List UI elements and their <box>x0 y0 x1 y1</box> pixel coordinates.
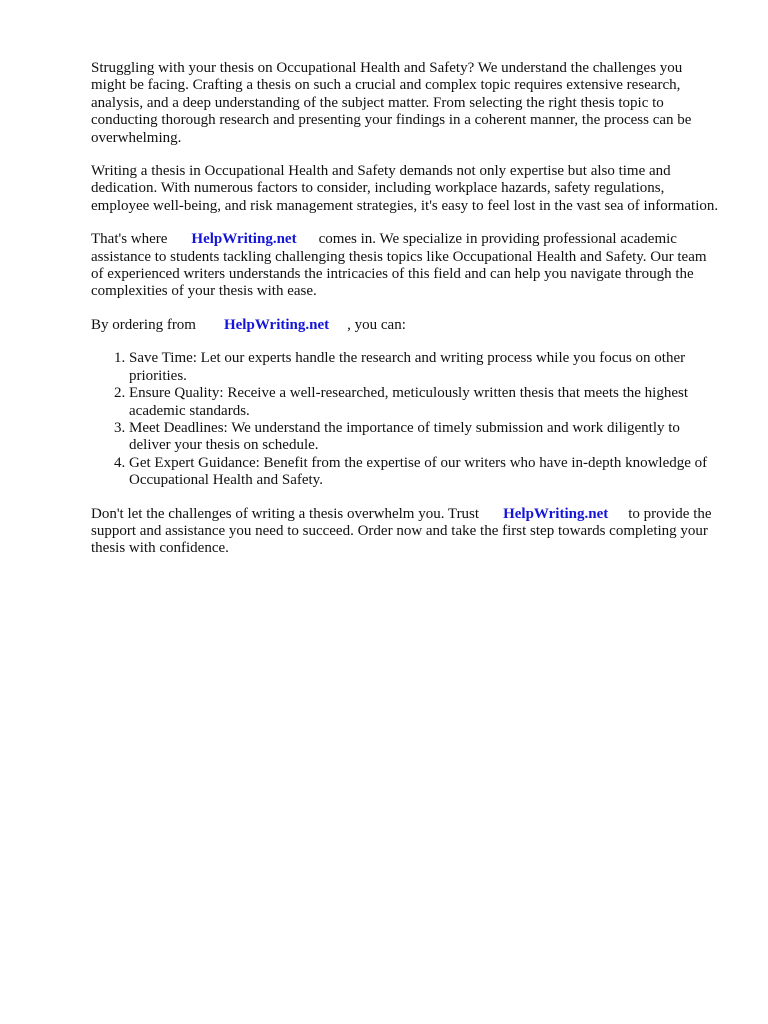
service-paragraph-rest: comes in. We specialize in providing professional academic assistance to students tackling challenging thesis topics like Occupational Health and Safety. Our team of experienced writers understands the intricacies of this field and can help you navigate through the complexities of your thesis with ease. <box>91 231 707 300</box>
ordering-paragraph-lead: By ordering from <box>91 316 196 333</box>
benefit-item-save-time: 1. Save Time: Let our experts handle the research and writing process while you focus on other priorities. <box>129 350 721 385</box>
closing-paragraph <box>91 506 721 558</box>
benefits-list <box>91 350 721 489</box>
helpwriting-link-2[interactable]: HelpWriting.net <box>223 316 330 333</box>
document-page <box>91 60 721 574</box>
closing-paragraph-lead: Don't let the challenges of writing a thesis overwhelm you. Trust <box>91 505 480 522</box>
demands-paragraph: Writing a thesis in Occupational Health and Safety demands not only expertise but also time and dedication. With numerous factors to consider, including workplace hazards, safety regulations, employee well-being, and risk management strategies, it's easy to feel lost in the vast sea of information. <box>91 163 719 214</box>
service-paragraph-lead: That's where <box>91 231 168 248</box>
closing-paragraph-rest: to provide the support and assistance you need to succeed. Order now and take the first step towards completing your thesis with confidence. <box>91 505 712 557</box>
helpwriting-link-3[interactable]: HelpWriting.net <box>503 505 609 522</box>
benefit-item-meet-deadlines: 3. Meet Deadlines: We understand the importance of timely submission and work diligently to deliver your thesis on schedule. <box>129 420 721 455</box>
benefit-item-expert-guidance: 4. Get Expert Guidance: Benefit from the expertise of our writers who have in-depth knowledge of Occupational Health and Safety. <box>129 455 721 490</box>
ordering-paragraph-rest: , you can: <box>347 316 406 333</box>
service-paragraph <box>91 231 721 301</box>
helpwriting-link-1[interactable]: HelpWriting.net <box>191 231 297 248</box>
ordering-paragraph <box>91 317 721 334</box>
intro-paragraph: Struggling with your thesis on Occupational Health and Safety? We understand the challenges you might be facing. Crafting a thesis on such a crucial and complex topic requires extensive research, analysis, and a deep understanding of the subject matter. From selecting the right thesis topic to conducting thorough research and presenting your findings in a coherent manner, the process can be overwhelming. <box>91 60 692 146</box>
benefit-item-ensure-quality: 2. Ensure Quality: Receive a well-researched, meticulously written thesis that meets the highest academic standards. <box>129 385 721 420</box>
